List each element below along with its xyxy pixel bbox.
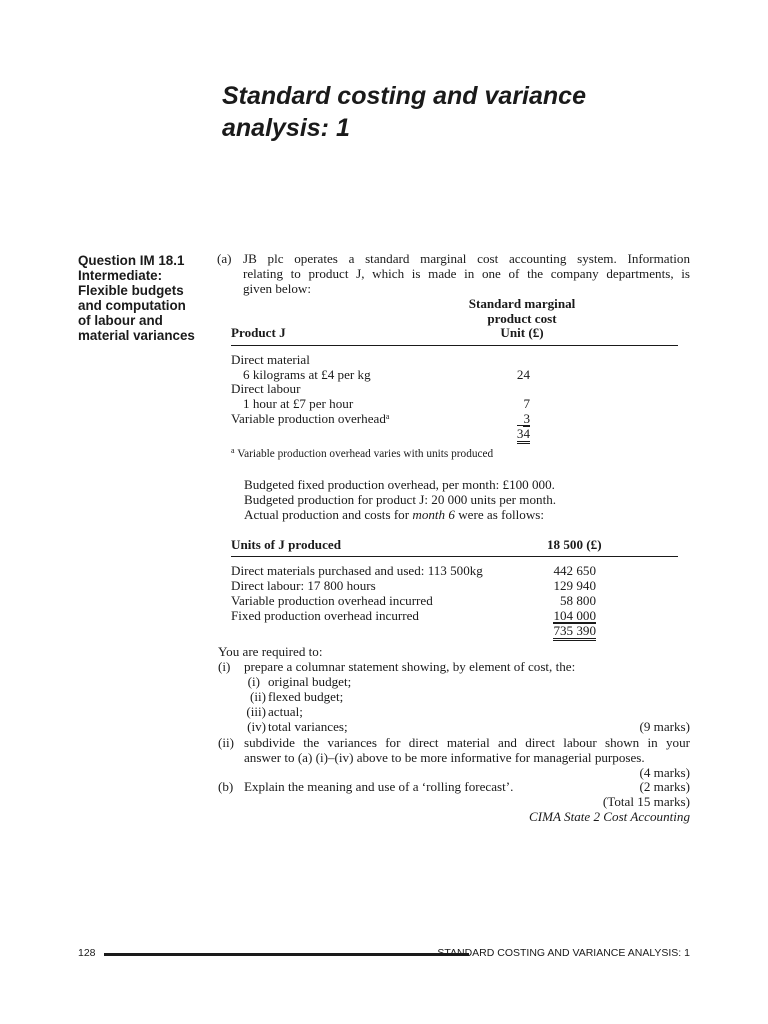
- part-b-marks: (2 marks): [639, 779, 690, 794]
- direct-material-value: 24: [516, 367, 530, 382]
- footnote-marker: a: [385, 412, 390, 421]
- subitem-label: (ii): [250, 689, 266, 704]
- side-heading-line: Question IM 18.1: [78, 253, 185, 268]
- table1-col-header-1: Standard marginal: [468, 296, 576, 311]
- required-intro: You are required to:: [218, 644, 323, 659]
- part-a-label: (a): [217, 251, 232, 266]
- subitem-text: flexed budget;: [268, 689, 344, 704]
- side-heading-line: Flexible budgets: [78, 283, 184, 298]
- subitem-text: actual;: [268, 704, 303, 719]
- table2-row-label: Variable production overhead incurred: [231, 593, 433, 608]
- table1-total: [500, 426, 530, 441]
- variable-overhead-label: [231, 411, 389, 426]
- table1-col-header-2: product cost: [487, 311, 557, 326]
- table2-row-label: Direct labour: 17 800 hours: [231, 578, 376, 593]
- budget-line-1: Budgeted fixed production overhead, per month: £100 000.: [244, 477, 555, 492]
- table1-total-amount: 34: [517, 425, 530, 444]
- requirement-ii-marks: (4 marks): [639, 765, 690, 780]
- table2-row-value: 442 650: [553, 563, 596, 578]
- table1-col-header-3: Unit (£): [500, 325, 544, 340]
- table2-row-amount: 104 000: [553, 608, 596, 623]
- footnote-marker: a: [231, 446, 235, 455]
- subitem-label: (iv): [247, 719, 266, 734]
- variable-overhead-text: Variable production overhead: [231, 411, 386, 426]
- footnote-text: Variable production overhead varies with units produced: [237, 448, 494, 460]
- requirement-ii-text-1: subdivide the variances for direct material and direct labour shown in your: [244, 735, 690, 750]
- table2-row-value: 129 940: [553, 578, 596, 593]
- total-marks: (Total 15 marks): [602, 794, 690, 809]
- page-number: 128: [78, 947, 96, 959]
- running-title: STANDARD COSTING AND VARIANCE ANALYSIS: 1: [437, 947, 690, 959]
- requirement-i-label: (i): [218, 659, 231, 674]
- table2-total-amount: 735 390: [553, 622, 596, 641]
- table2-row-value: [530, 608, 596, 623]
- table1-row-header: Product J: [231, 325, 286, 340]
- side-heading-line: material variances: [78, 328, 195, 343]
- table2-total: [530, 623, 596, 638]
- budget-line-3-text: were as follows:: [454, 507, 545, 522]
- part-b-text: Explain the meaning and use of a ‘rolling forecast’.: [244, 779, 514, 794]
- chapter-title-line-1: Standard costing and variance: [222, 82, 586, 110]
- table2-row-label: Fixed production overhead incurred: [231, 608, 419, 623]
- table2-header-rule: [231, 556, 678, 557]
- budget-line-2: Budgeted production for product J: 20 000 units per month.: [244, 492, 557, 507]
- requirement-ii-label: (ii): [218, 735, 234, 750]
- intro-line-2: relating to product J, which is made in one of the company departments, is: [243, 266, 690, 281]
- direct-material-detail: 6 kilograms at £4 per kg: [243, 367, 371, 382]
- side-heading-line: and computation: [78, 298, 186, 313]
- variable-overhead-amount: 3: [523, 411, 530, 426]
- direct-material-label: Direct material: [231, 352, 310, 367]
- footer-rule: [104, 953, 469, 956]
- side-heading-line: Intermediate:: [78, 268, 163, 283]
- subitem-label: (iii): [246, 704, 266, 719]
- direct-labour-detail: 1 hour at £7 per hour: [243, 396, 354, 411]
- table1-header-rule: [231, 345, 678, 346]
- requirement-i-text: prepare a columnar statement showing, by element of cost, the:: [244, 659, 576, 674]
- direct-labour-label: Direct labour: [231, 381, 301, 396]
- subitem-text: original budget;: [268, 674, 352, 689]
- table1-footnote: [231, 447, 493, 462]
- variable-overhead-value: [514, 411, 530, 426]
- table2-row-label: Direct materials purchased and used: 113 500kg: [231, 563, 483, 578]
- side-heading-line: of labour and: [78, 313, 163, 328]
- table2-row-value: 58 800: [559, 593, 596, 608]
- direct-labour-value: 7: [523, 396, 530, 411]
- intro-line-1: JB plc operates a standard marginal cost accounting system. Information: [243, 251, 690, 266]
- subitem-text: total variances;: [268, 719, 348, 734]
- subitem-label: (i): [247, 674, 260, 689]
- budget-line-3: [244, 507, 544, 522]
- requirement-ii-text-2: answer to (a) (i)–(iv) above to be more informative for managerial purposes.: [244, 750, 645, 765]
- table2-header-value: 18 500 (£): [547, 537, 602, 552]
- budget-line-3-emphasis: month 6: [412, 507, 455, 522]
- table2-header-label: Units of J produced: [231, 537, 341, 552]
- budget-line-3-text: Actual production and costs for: [244, 507, 413, 522]
- requirement-i-marks: (9 marks): [639, 719, 690, 734]
- intro-line-3: given below:: [243, 281, 312, 296]
- exam-source: CIMA State 2 Cost Accounting: [529, 809, 690, 824]
- part-b-label: (b): [218, 779, 234, 794]
- chapter-title-line-2: analysis: 1: [222, 114, 350, 142]
